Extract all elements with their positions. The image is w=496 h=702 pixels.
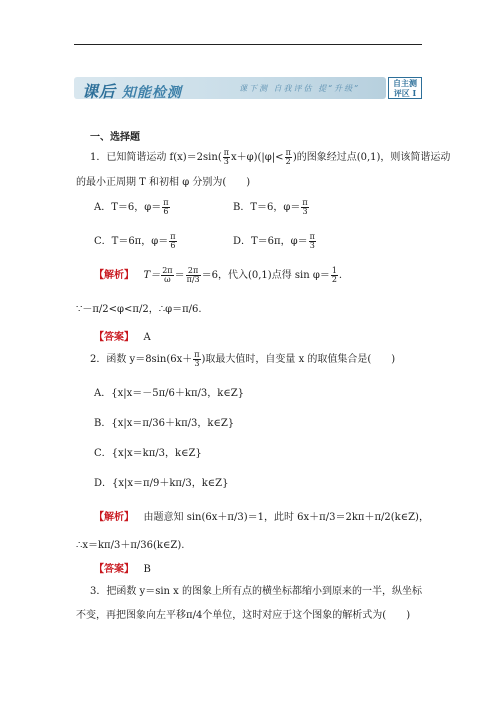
q1-stem-line1 xyxy=(90,148,450,166)
q2-option-a: A．{x|x＝－5π/6＋kπ/3，k∈Z} xyxy=(94,388,245,399)
q1-stem-b: x＋φ)(|φ|< xyxy=(230,152,284,163)
section-heading: 一、选择题 xyxy=(90,132,140,143)
section-banner xyxy=(74,77,422,99)
q1-solution: 【解析】 T＝ $\frac{2\pi}{\omega}$ ＝ $\frac{2\pi}{\pi/3}$ ＝6，代入(0,1)点得 sin φ＝ $\frac{1}{2}$ . xyxy=(94,266,343,284)
q1-oa-num: π xyxy=(163,198,169,207)
q2-stem-b: )取最大值时，自变量 x 的取值集合是( ) xyxy=(201,354,396,365)
q1-frac1 xyxy=(223,149,230,166)
q1-answer-tag: 【答案】 xyxy=(94,332,134,343)
q3-stem-line1: 3．把函数 y＝sin x 的图象上所有点的横坐标都缩小到原来的一半，纵坐标 xyxy=(90,586,422,597)
q1-option-b xyxy=(233,198,310,216)
q1-option-c-text: C．T＝6π，φ＝ xyxy=(94,236,169,247)
q1-stem-a: 1．已知简谐运动 f(x)＝2sin( xyxy=(90,152,222,163)
q2-stem-frac xyxy=(193,351,200,368)
q1-stem-line2: 的最小正周期 T 和初相 φ 分别为( ) xyxy=(76,177,251,188)
q2-answer-tag: 【答案】 xyxy=(94,564,134,575)
q1-option-b-frac xyxy=(301,199,308,216)
q1-ob-den: 3 xyxy=(302,207,308,216)
q2-stem-frac-den: 3 xyxy=(194,359,200,368)
q2-answer-value: B xyxy=(143,564,151,575)
q1-od-den: 3 xyxy=(309,241,315,250)
q1-oa-den: 6 xyxy=(163,207,169,216)
q2-stem-a: 2．函数 y＝8sin(6x＋ xyxy=(90,354,193,365)
q2-answer xyxy=(94,560,151,575)
q1-sol-frac2-num: 2π xyxy=(186,267,201,276)
q1-option-d-text: D．T＝6π，φ＝ xyxy=(233,236,308,247)
q2-stem-frac-num: π xyxy=(194,350,200,359)
q1-option-c xyxy=(94,232,178,250)
q3-stem-line2: 不变，再把图象向左平移π/4个单位，这时对应于这个图象的解析式为( ) xyxy=(76,610,411,621)
q2-stem xyxy=(90,350,395,368)
q2-option-c: C．{x|x＝kπ/3，k∈Z} xyxy=(94,448,202,459)
q2-solution-text: 由题意知 sin(6x＋π/3)＝1，此时 6x＋π/3＝2kπ＋π/2(k∈Z)， xyxy=(143,512,429,523)
q2-option-b: B．{x|x＝π/36＋kπ/3，k∈Z} xyxy=(94,418,235,429)
q1-frac2 xyxy=(285,149,292,166)
badge-line2: 评区 I xyxy=(393,88,417,98)
banner-title-a: 课后 xyxy=(82,82,117,101)
q1-oc-den: 6 xyxy=(170,241,176,250)
q1-option-a-text: A．T＝6，φ＝ xyxy=(94,202,162,213)
q2-solution-line2: ∴x＝kπ/3＋π/36(k∈Z). xyxy=(76,540,185,551)
q1-sol-frac3-num: 1 xyxy=(331,266,337,275)
q1-option-b-text: B．T＝6，φ＝ xyxy=(233,202,301,213)
q1-stem-c: )的图象经过点(0,1)，则该简谐运动 xyxy=(292,152,451,163)
q2-option-d: D．{x|x＝π/9＋kπ/3，k∈Z} xyxy=(94,478,229,489)
q1-option-a xyxy=(94,198,171,216)
q1-answer xyxy=(94,328,151,343)
q1-option-a-frac xyxy=(162,199,169,216)
q1-sol-frac2 xyxy=(186,267,201,284)
q1-frac1-num: π xyxy=(223,148,229,157)
banner-bar xyxy=(74,77,386,99)
q1-sol-frac1 xyxy=(161,267,173,284)
q1-sol-frac3-den: 2 xyxy=(331,275,337,284)
banner-title xyxy=(82,79,182,102)
q1-sol-a: T＝ xyxy=(143,270,161,281)
q1-sol-frac2-den: π/3 xyxy=(186,275,200,284)
q1-solution-line2: ∵－π/2<φ<π/2，∴φ＝π/6. xyxy=(76,304,202,315)
banner-title-b: 知能检测 xyxy=(121,85,182,101)
q1-sol-frac3 xyxy=(331,267,338,284)
banner-slogan: 课下测 自我评估 提“升级” xyxy=(239,84,361,93)
q2-solution xyxy=(94,508,429,523)
q1-frac2-num: π xyxy=(285,148,291,157)
q1-frac2-den: 2 xyxy=(285,157,291,166)
q1-option-c-frac xyxy=(169,233,176,250)
banner-badge xyxy=(388,77,422,99)
q1-sol-b: ＝6，代入(0,1)点得 sin φ＝ xyxy=(201,270,330,281)
q1-sol-frac1-den: ω xyxy=(164,275,171,284)
q1-ob-num: π xyxy=(302,198,308,207)
q1-frac1-den: 3 xyxy=(223,157,229,166)
q1-answer-value: A xyxy=(143,332,151,343)
q1-sol-frac1-num: 2π xyxy=(162,266,173,275)
q2-solution-tag: 【解析】 xyxy=(94,512,134,523)
q1-solution-tag: 【解析】 xyxy=(94,270,134,281)
header-rule xyxy=(74,44,422,45)
q1-option-d-frac xyxy=(309,233,316,250)
q1-option-d xyxy=(233,232,317,250)
q1-od-num: π xyxy=(309,232,315,241)
badge-line1: 自主测 xyxy=(393,78,417,88)
q1-oc-num: π xyxy=(170,232,176,241)
